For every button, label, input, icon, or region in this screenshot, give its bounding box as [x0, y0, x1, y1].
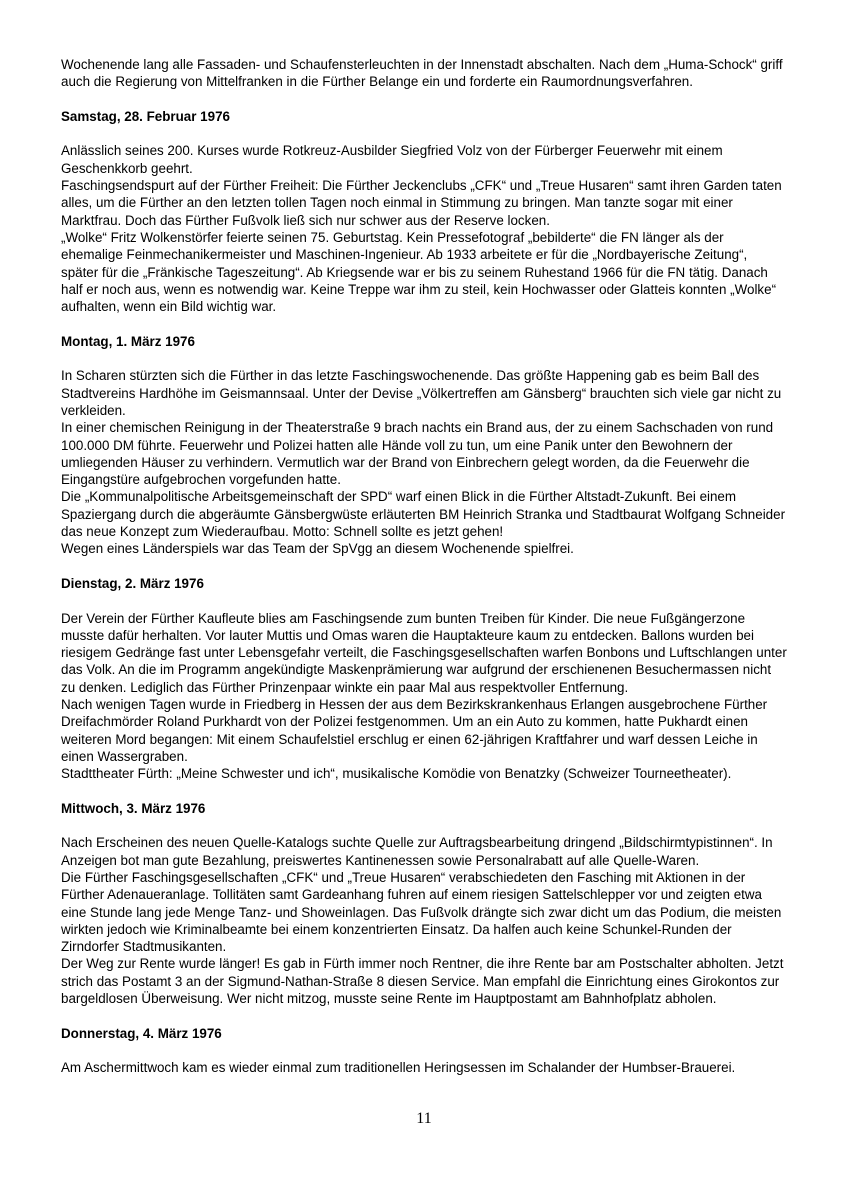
section-heading: Samstag, 28. Februar 1976	[61, 108, 230, 124]
paragraph: Stadttheater Fürth: „Meine Schwester und ich“, musikalische Komödie von Benatzky (Schweizer Tourneetheater).	[61, 766, 732, 782]
paragraph: Der Weg zur Rente wurde länger! Es gab in Fürth immer noch Rentner, die ihre Rente bar am Postschalter abholten. Jetzt strich das Postamt 3 an der Sigmund-Nathan-Straße 8 diesen Service. Man empfahl die Einrichtung eines Girokontos zur bargeldlosen Überweisung. Wer nicht mitzog, musste seine Rente im Hauptpostamt am Bahnhofplatz abholen.	[61, 956, 784, 1007]
page-number: 11	[416, 1110, 432, 1127]
paragraph: In einer chemischen Reinigung in der Theaterstraße 9 brach nachts ein Brand aus, der zu einem Sachschaden von rund 100.000 DM führte. Feuerwehr und Polizei hatten alle Hände voll zu tun, um eine Panik unter den Bewohnern der umliegenden Häuser zu verhindern. Vermutlich war der Brand von Einbrechern gelegt worden, da die Feuerwehr die Eingangstüre aufgebrochen vorgefunden hatte.	[61, 420, 774, 488]
paragraph: Am Aschermittwoch kam es wieder einmal zum traditionellen Heringsessen im Schalander der Humbser-Brauerei.	[61, 1060, 736, 1076]
section-heading: Mittwoch, 3. März 1976	[61, 800, 206, 816]
paragraph: Nach wenigen Tagen wurde in Friedberg in Hessen der aus dem Bezirkskrankenhaus Erlangen ausgebrochene Fürther Dreifachmörder Roland Purkhardt von der Polizei festgenommen. Um an ein Auto zu kommen, hatte Pukhardt einen weiteren Mord begangen: Mit einem Schaufelstiel erschlug er einen 62-jährigen Kraftfahrer und warf dessen Leiche in einen Wassergraben.	[61, 696, 768, 764]
section-donnerstag	[61, 1025, 787, 1077]
paragraph: Anlässlich seines 200. Kurses wurde Rotkreuz-Ausbilder Siegfried Volz von der Fürberger Feuerwehr mit einem Geschenkkorb geehrt.	[61, 143, 723, 176]
paragraph: Faschingsendspurt auf der Fürther Freiheit: Die Fürther Jeckenclubs „CFK“ und „Treue Husaren“ samt ihren Garden taten alles, um die Fürther an den letzten tollen Tagen noch einmal in Stimmung zu bringen. Man tanzte sogar mit einer Marktfrau. Doch das Fürther Fußvolk ließ sich nur schwer aus der Reserve locken.	[61, 178, 782, 228]
section-montag	[61, 333, 787, 558]
section-heading: Dienstag, 2. März 1976	[61, 575, 204, 591]
paragraph: Wegen eines Länderspiels war das Team der SpVgg an diesem Wochenende spielfrei.	[61, 541, 574, 557]
section-heading: Donnerstag, 4. März 1976	[61, 1025, 222, 1041]
paragraph: Die Fürther Faschingsgesellschaften „CFK“ und „Treue Husaren“ verabschiedeten den Fasching mit Aktionen in der Fürther Adenaueranlage. Tollitäten samt Gardeanhang fuhren auf einem riesigen Sattelschlepper vor und zeigten etwa eine Stunde lang jede Menge Tanz- und Showeinlagen. Das Fußvolk drängte sich zwar dicht um das Podium, die meisten wirkten jedoch wie Kriminalbeamte bei einem konzentrierten Einsatz. Da halfen auch keine Schunkel-Runden der Zirndorfer Stadtmusikanten.	[61, 869, 782, 955]
paragraph: Die „Kommunalpolitische Arbeitsgemeinschaft der SPD“ warf einen Blick in die Fürther Altstadt-Zukunft. Bei einem Spaziergang durch die abgeräumte Gänsbergwüste erläuterten BM Heinrich Stranka und Stadtbaurat Wolfgang Schneider das neue Konzept zum Wiederaufbau. Motto: Schnell sollte es jetzt gehen!	[61, 489, 786, 540]
paragraph: In Scharen stürzten sich die Fürther in das letzte Faschingswochenende. Das größte Happening gab es beim Ball des Stadtvereins Hardhöhe im Geismannsaal. Unter der Devise „Völkertreffen am Gänsberg“ brauchten sich viele gar nicht zu verkleiden.	[61, 368, 782, 418]
section-heading: Montag, 1. März 1976	[61, 333, 195, 349]
paragraph: „Wolke“ Fritz Wolkenstörfer feierte seinen 75. Geburtstag. Kein Pressefotograf „bebilderte“ die FN länger als der ehemalige Feinmechanikermeister und Maschinen-Ingenieur. Ab 1933 arbeitete er für die „Nordbayerische Zeitung“, später für die „Fränkische Tageszeitung“. Ab Kriegsende war er bis zu seinem Ruhestand 1966 für die FN tätig. Danach half er noch aus, wenn es notwendig war. Keine Treppe war ihm zu steil, kein Hochwasser oder Glatteis konnten „Wolke“ aufhalten, wenn ein Bild wichtig war.	[61, 229, 777, 315]
document-page	[61, 56, 787, 1077]
section-mittwoch	[61, 800, 787, 1008]
section-dienstag	[61, 575, 787, 783]
section-samstag	[61, 108, 787, 316]
intro-paragraph: Wochenende lang alle Fassaden- und Schaufensterleuchten in der Innenstadt abschalten. Nach dem „Huma-Schock“ griff auch die Regierung von Mittelfranken in die Fürther Belange ein und forderte ein Raumordnungsverfahren.	[61, 57, 783, 90]
paragraph: Der Verein der Fürther Kaufleute blies am Faschingsende zum bunten Treiben für Kinder. Die neue Fußgängerzone musste dafür herhalten. Vor lauter Muttis und Omas waren die Hauptakteure kaum zu entdecken. Ballons wurden bei riesigem Gedränge fast unter Lebensgefahr verteilt, die Faschingsgesellschaften warfen Bonbons und Luftschlangen unter das Volk. An die im Programm angekündigte Maskenprämierung war aufgrund der erschienenen Besuchermassen nicht zu denken. Lediglich das Fürther Prinzenpaar winkte ein paar Mal aus respektvoller Entfernung.	[61, 610, 787, 695]
paragraph: Nach Erscheinen des neuen Quelle-Katalogs suchte Quelle zur Auftragsbearbeitung dringend „Bildschirmtypistinnen“. In Anzeigen bot man gute Bezahlung, preiswertes Kantinenessen sowie Personalrabatt auf alle Quelle-Waren.	[61, 835, 773, 868]
